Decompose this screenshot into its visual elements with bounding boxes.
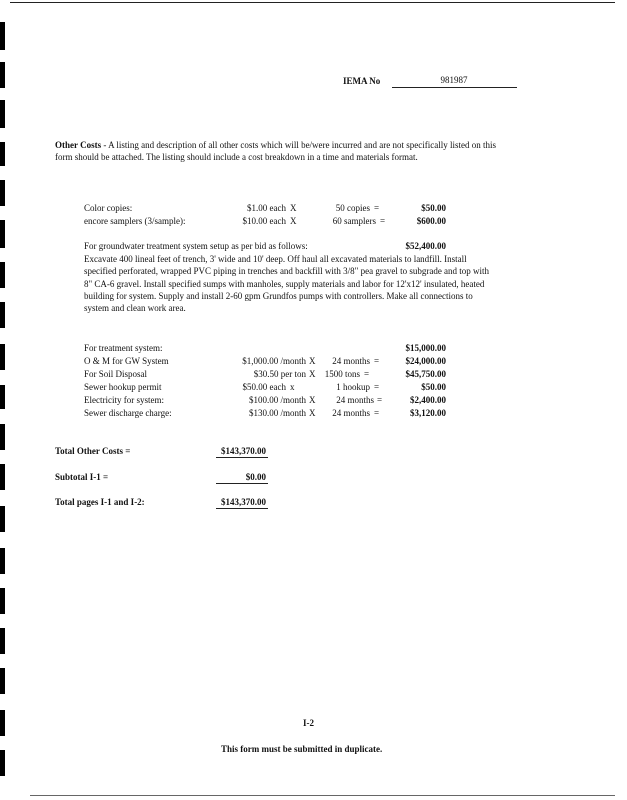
item-total: $24,000.00 (405, 356, 446, 366)
item-eq: = (377, 395, 383, 405)
total-value: $143,370.00 (221, 497, 266, 507)
item-total: $50.00 (421, 382, 446, 392)
other-costs-text: - A listing and description of all other costs which will be/were incurred and are not specifically listed on this form should be attached. The listing should include a cost breakdown in a time and materials format. (55, 140, 496, 162)
gw-label: For groundwater treatment system setup as per bid as follows: (84, 241, 308, 251)
item-desc: Electricity for system: (84, 395, 164, 405)
other-costs-heading: Other Costs (55, 140, 102, 150)
total-underline (216, 508, 268, 509)
item-desc: Sewer discharge charge: (84, 408, 172, 418)
item-x: x (290, 382, 295, 392)
item-x: X (309, 369, 316, 379)
item-x: X (309, 356, 316, 366)
total-underline (216, 483, 268, 484)
duplicate-note: This form must be submitted in duplicate. (221, 744, 383, 754)
total-value: $143,370.00 (221, 446, 266, 456)
item-total: $2,400.00 (410, 395, 446, 405)
item-x: X (290, 203, 297, 213)
item-rate: $30.50 per ton (253, 369, 306, 379)
item-qty: 1 hookup (336, 382, 370, 392)
item-desc: O & M for GW System (84, 356, 169, 366)
item-eq: = (374, 408, 380, 418)
item-rate: $50.00 each (242, 382, 286, 392)
other-costs-intro (55, 139, 500, 163)
bottom-scan-line (30, 795, 615, 796)
item-qty: 24 months (332, 408, 370, 418)
iema-label: IEMA No (343, 76, 381, 86)
item-rate: $100.00 /month (248, 395, 306, 405)
item-total: $15,000.00 (405, 343, 446, 353)
gw-description: Excavate 400 lineal feet of trench, 3' wide and 10' deep. Off haul all excavated materials to landfill. Install specified perforated, wrapped PVC piping in trenches and backfill with 3/8" pea gravel to subgrade and top with 8" CA-6 gravel. Install specified sumps with manholes, supply materials and labor for 12'x12' insulated, heated building for system. Supply and install 2-60 gpm Grundfos pumps with controllers. Make all connections to system and clean work area. (84, 254, 490, 314)
item-eq: = (364, 369, 370, 379)
item-x: X (309, 408, 316, 418)
item-qty: 24 months (332, 356, 370, 366)
item-x: X (290, 216, 297, 226)
item-eq: = (374, 382, 380, 392)
item-qty: 24 months (336, 395, 374, 405)
gw-total: $52,400.00 (405, 241, 446, 251)
item-desc: Sewer hookup permit (84, 382, 162, 392)
item-eq: = (374, 356, 380, 366)
iema-value: 981987 (440, 75, 468, 85)
item-rate: $1.00 each (247, 203, 286, 213)
item-desc: For treatment system: (84, 343, 163, 353)
item-desc: Color copies: (84, 203, 133, 213)
item-total: $600.00 (416, 216, 446, 226)
item-qty: 60 samplers (332, 216, 376, 226)
total-underline (216, 457, 268, 458)
item-rate: $10.00 each (242, 216, 286, 226)
page-number: I-2 (303, 718, 314, 728)
iema-underline (392, 87, 517, 88)
total-value: $0.00 (245, 472, 266, 482)
total-label: Subtotal I-1 = (55, 472, 109, 482)
item-eq: = (380, 216, 386, 226)
total-label: Total pages I-1 and I-2: (55, 497, 145, 507)
total-label: Total Other Costs = (55, 446, 131, 456)
item-total: $45,750.00 (405, 369, 446, 379)
item-desc: For Soil Disposal (84, 369, 148, 379)
item-rate: $130.00 /month (248, 408, 306, 418)
item-total: $3,120.00 (410, 408, 446, 418)
item-qty: 1500 tons (324, 369, 360, 379)
item-total: $50.00 (421, 203, 446, 213)
item-qty: 50 copies (335, 203, 370, 213)
item-desc: encore samplers (3/sample): (84, 216, 186, 226)
item-eq: = (374, 203, 380, 213)
top-scan-line (10, 2, 615, 3)
item-x: X (309, 395, 316, 405)
item-rate: $1,000.00 /month (242, 356, 306, 366)
